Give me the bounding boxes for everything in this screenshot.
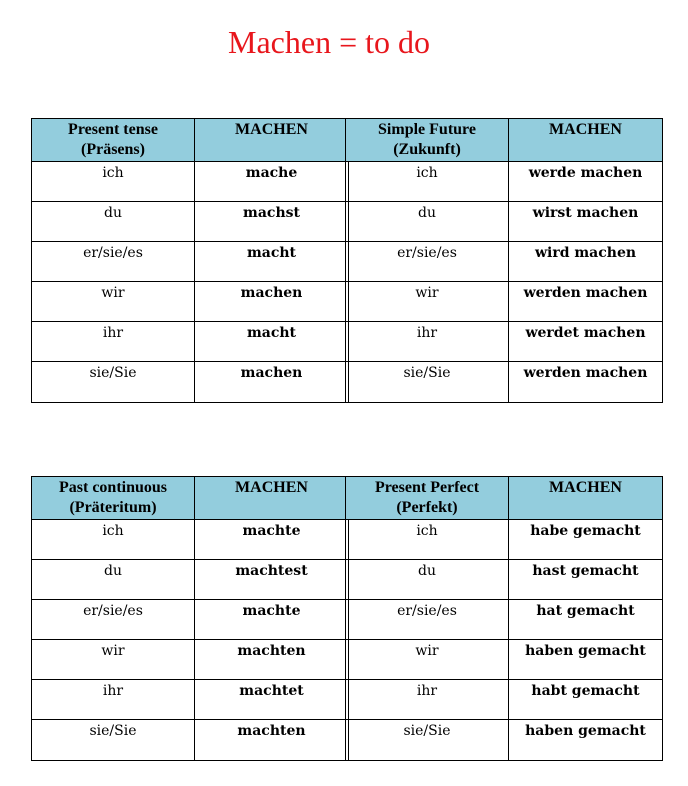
- table-row: [346, 560, 663, 600]
- pronoun-cell: ich: [32, 162, 195, 202]
- table-row: [346, 242, 663, 282]
- table-row: [346, 282, 663, 322]
- verb-form-cell: haben gemacht: [509, 720, 663, 761]
- verb-form-cell: wird machen: [509, 242, 663, 282]
- tense-header: [346, 477, 509, 520]
- verb-form-cell: hast gemacht: [509, 560, 663, 600]
- pronoun-cell: du: [346, 202, 509, 242]
- table-row: [346, 162, 663, 202]
- pronoun-cell: wir: [32, 282, 195, 322]
- table-row: [32, 322, 349, 362]
- pronoun-cell: er/sie/es: [32, 242, 195, 282]
- verb-form-cell: werden machen: [509, 362, 663, 403]
- verb-form-cell: werden machen: [509, 282, 663, 322]
- verb-form-cell: machte: [195, 600, 349, 640]
- verb-form-cell: machst: [195, 202, 349, 242]
- table-row: [346, 322, 663, 362]
- simple-future-table: [345, 118, 663, 403]
- pronoun-cell: ihr: [346, 680, 509, 720]
- verb-form-cell: machtest: [195, 560, 349, 600]
- verb-header: MACHEN: [195, 119, 349, 162]
- pronoun-cell: ihr: [32, 322, 195, 362]
- verb-form-cell: haben gemacht: [509, 640, 663, 680]
- verb-header: MACHEN: [195, 477, 349, 520]
- verb-form-cell: machte: [195, 520, 349, 560]
- verb-form-cell: machten: [195, 720, 349, 761]
- verb-form-cell: werde machen: [509, 162, 663, 202]
- pronoun-cell: du: [32, 560, 195, 600]
- table-row: [32, 720, 349, 761]
- pronoun-cell: er/sie/es: [346, 242, 509, 282]
- verb-form-cell: machtet: [195, 680, 349, 720]
- tense-label: Past continuous: [58, 479, 168, 496]
- verb-header: MACHEN: [509, 119, 663, 162]
- verb-form-cell: macht: [195, 322, 349, 362]
- table-row: [32, 362, 349, 403]
- verb-form-cell: wirst machen: [509, 202, 663, 242]
- verb-form-cell: machen: [195, 282, 349, 322]
- tense-label-german: (Präteritum): [69, 499, 157, 516]
- pronoun-cell: ich: [346, 520, 509, 560]
- table-row: [346, 362, 663, 403]
- verb-form-cell: habt gemacht: [509, 680, 663, 720]
- table-header-row: [32, 477, 349, 520]
- pronoun-cell: sie/Sie: [32, 362, 195, 403]
- pronoun-cell: du: [346, 560, 509, 600]
- tense-header: [32, 477, 195, 520]
- table-header-row: [32, 119, 349, 162]
- verb-form-cell: hat gemacht: [509, 600, 663, 640]
- pronoun-cell: ich: [346, 162, 509, 202]
- verb-header: MACHEN: [509, 477, 663, 520]
- table-row: [346, 600, 663, 640]
- table-row: [32, 520, 349, 560]
- verb-form-cell: werdet machen: [509, 322, 663, 362]
- past-continuous-table: [31, 476, 349, 761]
- pronoun-cell: er/sie/es: [32, 600, 195, 640]
- tense-label-german: (Präsens): [81, 141, 145, 158]
- verb-form-cell: mache: [195, 162, 349, 202]
- present-tense-table: [31, 118, 349, 403]
- table-row: [346, 720, 663, 761]
- pronoun-cell: sie/Sie: [346, 720, 509, 761]
- table-row: [346, 202, 663, 242]
- table-row: [346, 680, 663, 720]
- table-header-row: [346, 119, 663, 162]
- pronoun-cell: wir: [346, 282, 509, 322]
- pronoun-cell: du: [32, 202, 195, 242]
- table-row: [32, 242, 349, 282]
- tense-label: Present Perfect: [374, 479, 480, 496]
- tense-label-german: (Zukunft): [393, 141, 461, 158]
- pronoun-cell: wir: [32, 640, 195, 680]
- pronoun-cell: er/sie/es: [346, 600, 509, 640]
- table-row: [32, 600, 349, 640]
- table-row: [346, 640, 663, 680]
- verb-form-cell: macht: [195, 242, 349, 282]
- verb-form-cell: habe gemacht: [509, 520, 663, 560]
- verb-form-cell: machten: [195, 640, 349, 680]
- pronoun-cell: wir: [346, 640, 509, 680]
- pronoun-cell: sie/Sie: [346, 362, 509, 403]
- tense-header: [32, 119, 195, 162]
- table-row: [346, 520, 663, 560]
- table-row: [32, 640, 349, 680]
- tense-header: [346, 119, 509, 162]
- verb-form-cell: machen: [195, 362, 349, 403]
- table-row: [32, 680, 349, 720]
- pronoun-cell: ich: [32, 520, 195, 560]
- table-header-row: [346, 477, 663, 520]
- pronoun-cell: ihr: [346, 322, 509, 362]
- tense-label: Present tense: [68, 121, 158, 138]
- pronoun-cell: sie/Sie: [32, 720, 195, 761]
- table-row: [32, 202, 349, 242]
- table-row: [32, 560, 349, 600]
- tense-label: Simple Future: [378, 121, 476, 138]
- present-perfect-table: [345, 476, 663, 761]
- pronoun-cell: ihr: [32, 680, 195, 720]
- page-title: Machen = to do: [228, 24, 430, 60]
- table-row: [32, 162, 349, 202]
- table-row: [32, 282, 349, 322]
- tense-label-german: (Perfekt): [396, 499, 458, 516]
